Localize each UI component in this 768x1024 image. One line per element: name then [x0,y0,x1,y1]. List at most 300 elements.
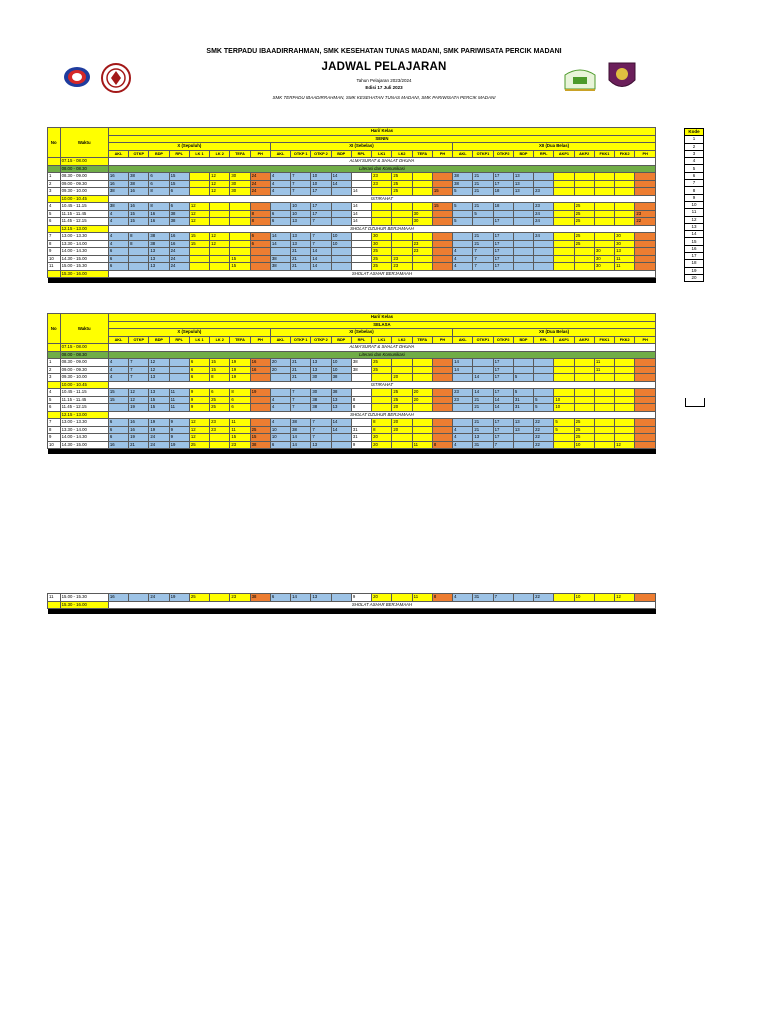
schedule-cell: 14 [311,263,331,271]
schedule-cell: 6 [270,210,290,218]
kode-header: Kode [685,129,704,136]
schedule-cell: 13 [331,404,351,412]
schedule-cell [534,255,554,263]
schedule-cell: 7 [493,594,513,602]
session-label: Literasi dan Komunikasi [108,351,655,359]
schedule-cell: 25 [574,233,594,241]
schedule-cell [412,173,432,181]
schedule-cell [554,203,574,211]
schedule-cell: 25 [574,203,594,211]
schedule-cell: 8 [230,389,250,397]
schedule-cell [210,255,230,263]
schedule-cell: 20 [372,434,392,442]
schedule-cell: 6 [108,434,128,442]
schedule-cell [250,248,270,256]
class-column-header: OTKP1 [473,150,493,158]
schedule-cell: 10 [291,210,311,218]
schedule-cell: 25 [392,180,412,188]
kode-item: 15 [685,238,704,245]
schedule-cell: 22 [534,594,554,602]
session-label: SHOLAT ASHAR BERJAMAAH [108,270,655,278]
schedule-cell [392,210,412,218]
table-row [48,188,656,196]
schedule-cell: 23 [230,441,250,449]
period-no: 10 [48,255,61,263]
schedule-cell [635,374,656,382]
schedule-cell: 11 [169,396,189,404]
session-row [48,381,656,389]
schedule-cell [189,180,209,188]
schedule-cell: 12 [189,426,209,434]
schedule-cell [554,255,574,263]
class-column-header: OTKP2 [493,336,513,344]
schedule-cell: 11 [412,594,432,602]
class-column-header: PH [432,150,452,158]
schedule-cell: 4 [270,419,290,427]
hari-kelas-header: Hari/ Kelas [108,314,655,322]
schedule-cell: 31 [473,594,493,602]
schedule-cell: 14 [331,426,351,434]
schedule-cell [574,263,594,271]
schedule-cell [513,434,533,442]
class-column-header: TEFA [230,336,250,344]
schedule-cell [392,366,412,374]
session-time: 12.15 - 13.00 [60,411,108,419]
class-column-header: AKL [453,336,473,344]
schedule-cell: 31 [473,441,493,449]
schedule-cell [615,203,635,211]
schedule-cell [473,218,493,226]
schedule-cell [635,441,656,449]
schedule-cell [635,248,656,256]
schedule-cell: 14 [351,218,371,226]
schedule-cell: 14 [493,404,513,412]
schedule-cell [635,203,656,211]
school-subtitle: SMK TERPADU IBAADIRRAHMAN, SMK KESEHATAN TUNAS MADANI, SMK PARIWISATA PERCIK MADANI [272,95,496,100]
schedule-cell: 22 [534,419,554,427]
schedule-cell [432,180,452,188]
schedule-cell [250,404,270,412]
schedule-cell: 21 [473,180,493,188]
session-label: SHOLAT DZUHUR BERJAMAAH [108,411,655,419]
schedule-cell: 11 [230,426,250,434]
schedule-cell: 38 [351,359,371,367]
schedule-cell: 24 [250,173,270,181]
schedule-cell [615,389,635,397]
session-row [48,344,656,352]
schedule-cell: 24 [534,210,554,218]
schedule-cell: 6 [270,441,290,449]
class-column-header: LK1 [372,336,392,344]
schedule-cell: 14 [291,434,311,442]
table-row [48,359,656,367]
schedule-cell: 21 [291,263,311,271]
schedule-cell [534,180,554,188]
session-time: 12.15 - 13.00 [60,225,108,233]
school-logo-1 [63,66,91,88]
schedule-cell: 30 [412,218,432,226]
class-column-header: TEFA [230,150,250,158]
schedule-cell [412,255,432,263]
period-time: 09.00 - 09.30 [60,366,108,374]
schedule-cell [594,396,614,404]
school-logo-2 [101,63,131,93]
schedule-cell: 23 [635,210,656,218]
schedule-cell [615,218,635,226]
schedule-cell: 12 [189,203,209,211]
schedule-cell: 23 [210,419,230,427]
schedule-cell: 25 [210,404,230,412]
schedule-cell: 25 [372,366,392,374]
schedule-cell: 23 [392,263,412,271]
class-column-header: AKP2 [574,336,594,344]
schedule-cell [432,396,452,404]
schedule-cell [635,173,656,181]
schedule-cell [513,233,533,241]
schedule-cell: 22 [635,218,656,226]
session-row [48,351,656,359]
schedule-cell: 13 [513,173,533,181]
schedule-cell: 8 [210,374,230,382]
period-time: 14.00 - 14.30 [60,248,108,256]
class-column-header: OTKP [129,150,149,158]
class-column-header: TEFA [412,336,432,344]
schedule-cell: 8 [372,426,392,434]
schedule-cell [331,255,351,263]
schedule-cell: 14 [331,180,351,188]
schedule-cell [635,594,656,602]
schedule-cell: 7 [473,255,493,263]
kode-item: 6 [685,172,704,179]
schedule-cell: 12 [189,419,209,427]
schedule-cell: 21 [473,233,493,241]
schedule-cell [432,359,452,367]
schedule-cell [574,173,594,181]
period-no: 7 [48,419,61,427]
schedule-cell: 12 [210,233,230,241]
schedule-cell [574,180,594,188]
schedule-cell: 4 [453,441,473,449]
schedule-cell: 5 [513,389,533,397]
schedule-cell: 14 [291,594,311,602]
class-column-header: LK1 [372,150,392,158]
kode-item: 13 [685,223,704,230]
kode-item: 10 [685,201,704,208]
period-time: 13.00 - 13.30 [60,419,108,427]
schedule-cell: 17 [311,188,331,196]
schedule-cell: 4 [453,248,473,256]
schedule-cell: 23 [412,248,432,256]
schedule-cell [129,255,149,263]
schedule-cell: 13 [513,180,533,188]
schedule-cell: 5 [554,419,574,427]
schedule-cell [594,389,614,397]
schedule-cell [534,366,554,374]
schedule-cell [554,434,574,442]
class-column-header: BDP [149,336,169,344]
schedule-cell: 15 [149,396,169,404]
schedule-cell: 25 [372,359,392,367]
schedule-cell [351,248,371,256]
schedule-cell: 16 [149,218,169,226]
class-column-header: PH [250,336,270,344]
session-label: ISTIRAHAT [108,381,655,389]
schedule-cell: 17 [493,180,513,188]
session-row [48,165,656,173]
schedule-cell: 19 [129,404,149,412]
schedule-cell [331,434,351,442]
schedule-cell: 12 [149,359,169,367]
period-no: 4 [48,203,61,211]
session-time: 07.15 - 08.00 [60,344,108,352]
schedule-cell [594,210,614,218]
schedule-cell: 21 [291,366,311,374]
schedule-cell: 15 [189,233,209,241]
schedule-cell: 11 [615,255,635,263]
schedule-cell [392,233,412,241]
schedule-cell [554,240,574,248]
table-row [48,594,656,602]
schedule-cell [594,240,614,248]
schedule-cell: 14 [453,359,473,367]
session-row [48,411,656,419]
schedule-cell: 14 [331,173,351,181]
class-column-header: OTKP2 [493,150,513,158]
schedule-cell [210,210,230,218]
schedule-cell: 10 [331,366,351,374]
schedule-cell: 13 [149,255,169,263]
schedule-cell: 30 [594,255,614,263]
schedule-cell: 9 [351,594,371,602]
schedule-cell: 10 [291,203,311,211]
class-column-header: OTKP 1 [291,336,311,344]
schedule-cell: 30 [594,263,614,271]
class-column-header: RPL [534,336,554,344]
bracket-mark [685,398,705,407]
schedule-cell: 6 [250,233,270,241]
schedule-cell: 21 [473,188,493,196]
schedule-cell [270,203,290,211]
schedule-cell: 19 [230,374,250,382]
table-row [48,210,656,218]
schedule-cell: 14 [351,188,371,196]
kode-item: 9 [685,194,704,201]
schedule-cell: 21 [291,255,311,263]
schedule-cell [351,173,371,181]
schedule-cell: 4 [453,426,473,434]
schedule-cell [513,240,533,248]
schedule-cell: 12 [615,441,635,449]
edition-date: Edisi 17 Juli 2023 [365,85,403,90]
schedule-cell: 38 [311,396,331,404]
kode-item: 7 [685,180,704,187]
schedule-cell [615,374,635,382]
schedule-cell: 13 [291,218,311,226]
schedule-cell: 10 [554,396,574,404]
schedule-cell: 6 [108,419,128,427]
schedule-cell: 11 [169,404,189,412]
schedule-cell [513,594,533,602]
schedule-cell [615,180,635,188]
schedule-cell: 15 [210,359,230,367]
schedule-cell: 11 [169,389,189,397]
schedule-cell: 38 [291,419,311,427]
kode-item: 4 [685,158,704,165]
class-column-header: AKL [108,150,128,158]
kode-item: 2 [685,143,704,150]
class-column-header: AKP1 [554,336,574,344]
schedule-cell [351,180,371,188]
schedule-cell: 15 [432,188,452,196]
schedule-cell [534,248,554,256]
schedule-cell: 8 [351,396,371,404]
schedule-cell [615,396,635,404]
schedule-cell [554,210,574,218]
schedule-cell [412,419,432,427]
schedule-cell [351,389,371,397]
schedule-cell [513,255,533,263]
schedule-cell [230,203,250,211]
schedule-cell: 12 [210,180,230,188]
schedule-cell: 7 [129,359,149,367]
session-no [48,195,61,203]
schedule-cell [635,233,656,241]
schedule-cell [432,419,452,427]
class-column-header: BDP [513,336,533,344]
schedule-cell [615,359,635,367]
schedule-cell [574,188,594,196]
schedule-cell [513,210,533,218]
schedule-cell [230,218,250,226]
schedule-cell: 13 [311,594,331,602]
schedule-cell: 21 [473,240,493,248]
schedule-cell [432,374,452,382]
schedule-cell: 5 [473,210,493,218]
schedule-cell: 13 [291,240,311,248]
schedule-cell [615,173,635,181]
schedule-cell [412,233,432,241]
schedule-cell: 38 [311,404,331,412]
schedule-cell [635,240,656,248]
schedule-cell [513,366,533,374]
class-column-header: PH [635,150,656,158]
schedule-cell [615,366,635,374]
schedule-cell: 21 [473,419,493,427]
session-time: 15.30 - 16.00 [60,601,108,609]
period-no: 8 [48,240,61,248]
kode-table [684,128,704,282]
kode-item: 3 [685,150,704,157]
schedule-cell [331,594,351,602]
schedule-cell: 38 [331,374,351,382]
schedule-cell [189,263,209,271]
schedule-cell [372,404,392,412]
schedule-cell: 38 [270,263,290,271]
schedule-cell: 38 [270,255,290,263]
period-time: 11.45 - 12.15 [60,404,108,412]
class-column-header: LK 2 [210,150,230,158]
schedule-cell: 14 [270,240,290,248]
schedule-cell [331,248,351,256]
schedule-cell: 31 [351,426,371,434]
schedule-cell: 15 [432,203,452,211]
table-row [48,233,656,241]
no-header: No [48,128,61,158]
schedule-cell: 10 [574,441,594,449]
schedule-cell [432,366,452,374]
period-time: 10.45 - 11.15 [60,389,108,397]
schedule-cell: 8 [250,210,270,218]
schedule-cell [534,359,554,367]
schedule-cell: 4 [108,240,128,248]
schedule-cell [432,263,452,271]
period-time: 08.30 - 09.00 [60,359,108,367]
class-column-header: PH [432,336,452,344]
schedule-cell: 24 [149,434,169,442]
schedule-cell [554,173,574,181]
schedule-cell: 6 [108,426,128,434]
schedule-cell [554,594,574,602]
schedule-cell: 12 [129,389,149,397]
schedule-cell [513,441,533,449]
session-label: ALMA'SURAT & SHALAT DHUHA [108,344,655,352]
schedule-cell: 30 [615,233,635,241]
class-column-header: LK2 [392,336,412,344]
schedule-cell [392,441,412,449]
schedule-cell: 30 [230,173,250,181]
schedule-cell [635,426,656,434]
schedule-cell [189,255,209,263]
kode-item: 17 [685,253,704,260]
period-time: 13.30 - 14.00 [60,240,108,248]
schedule-cell: 25 [574,210,594,218]
schedule-cell: 6 [210,389,230,397]
grade-xii-header: XII (Dua Belas) [453,143,656,151]
schedule-cell: 7 [311,419,331,427]
schedule-cell [615,188,635,196]
table-row [48,180,656,188]
schedule-cell [594,374,614,382]
schedule-cell: 4 [270,404,290,412]
schedule-cell [635,389,656,397]
schedule-cell: 23 [453,389,473,397]
kode-item: 5 [685,165,704,172]
kode-item: 14 [685,231,704,238]
schedule-cell: 15 [108,389,128,397]
schedule-cell: 38 [331,389,351,397]
schedule-cell: 15 [230,434,250,442]
schedule-cell [594,594,614,602]
schedule-cell: 8 [149,188,169,196]
schedule-cell [210,203,230,211]
class-column-header: RPL [351,150,371,158]
schedule-cell: 16 [149,210,169,218]
schedule-cell: 19 [230,359,250,367]
hari-kelas-header: Hari/ Kelas [108,128,655,136]
schedule-cell: 19 [230,366,250,374]
schedule-cell: 14 [473,389,493,397]
schedule-cell: 23 [453,396,473,404]
schedule-cell: 25 [250,426,270,434]
page-title: JADWAL PELAJARAN [321,61,447,73]
schedule-cell [331,263,351,271]
schedule-cell [331,203,351,211]
schedule-cell: 30 [615,240,635,248]
schedule-cell [615,210,635,218]
schedule-cell: 38 [129,180,149,188]
schedule-cell: 12 [149,366,169,374]
schedule-cell: 25 [189,441,209,449]
